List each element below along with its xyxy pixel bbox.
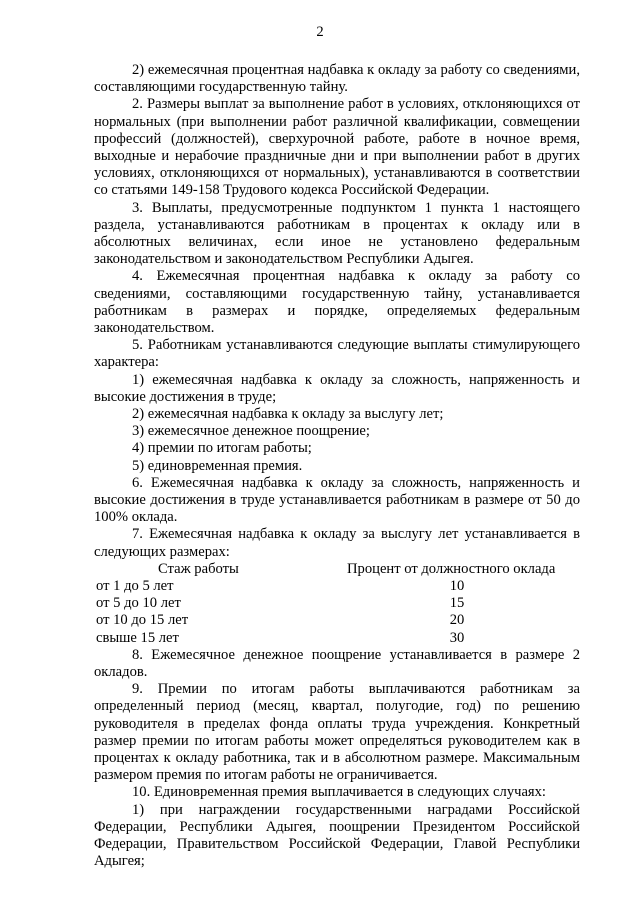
paragraph: 8. Ежемесячное денежное поощрение устанавливается в размере 2 окладов. (94, 646, 580, 681)
paragraph: 2) ежемесячная процентная надбавка к окладу за работу со сведениями, составляющими государственную тайну. (94, 62, 580, 96)
table-cell-period: от 5 до 10 лет (96, 595, 181, 612)
table-cell-percent: 30 (449, 629, 465, 646)
seniority-table (94, 561, 580, 647)
table-cell-percent: 10 (449, 578, 465, 595)
paragraph: 4. Ежемесячная процентная надбавка к окладу за работу со сведениями, составляющими государственную тайну, устанавливается работникам в размерах и порядке, определяемых федеральным законодательством. (94, 268, 580, 337)
list-item: 1) при награждении государственными наградами Российской Федерации, Республики Адыгея, поощрении Президентом Российской Федерации, Правительством Российской Федерации, Главой Республики Адыгея; (94, 801, 580, 870)
list-item: 4) премии по итогам работы; (132, 440, 312, 457)
paragraph: 7. Ежемесячная надбавка к окладу за выслугу лет устанавливается в следующих размерах: (94, 526, 580, 560)
list-item: 3) ежемесячное денежное поощрение; (132, 423, 370, 440)
paragraph: 10. Единовременная премия выплачивается в следующих случаях: (132, 784, 546, 801)
paragraph: 2. Размеры выплат за выполнение работ в условиях, отклоняющихся от нормальных (при выполнении работ различной квалификации, совмещении профессий (должностей), сверхурочной работе, работе в ночное время, выходные и нерабочие праздничные дни и при выполнении работ в других условиях, отклоняющихся от нормальных), устанавливаются в соответствии со статьями 149-158 Трудового кодекса Российской Федерации. (94, 96, 580, 199)
table-cell-period: от 1 до 5 лет (96, 578, 174, 595)
table-header-period: Стаж работы (158, 560, 239, 577)
list-item: 5) единовременная премия. (132, 457, 303, 474)
paragraph: 9. Премии по итогам работы выплачиваются работникам за определенный период (месяц, квартал, полугодие, год) по решению руководителя в пределах фонда оплаты труда учреждения. Конкретный размер премии по итогам работы может определяться руководителем как в процентах к окладу работника, так и в абсолютном размере. Максимальным размером премия по итогам работы не ограничивается. (94, 681, 580, 784)
paragraph: 3. Выплаты, предусмотренные подпунктом 1 пункта 1 настоящего раздела, устанавливаются работникам в процентах к окладу или в абсолютных величинах, если иное не установлено федеральным законодательством и законодательством Республики Адыгея. (94, 199, 580, 268)
paragraph: 5. Работникам устанавливаются следующие выплаты стимулирующего характера: (94, 337, 580, 371)
page-number: 2 (316, 24, 324, 40)
table-cell-percent: 15 (449, 595, 465, 612)
list-item: 2) ежемесячная надбавка к окладу за выслугу лет; (132, 406, 444, 423)
table-cell-percent: 20 (449, 612, 465, 629)
document-body (94, 62, 580, 870)
table-row (94, 578, 580, 595)
table-row (94, 612, 580, 629)
table-header (94, 561, 580, 578)
table-cell-period: от 10 до 15 лет (96, 612, 189, 629)
table-row (94, 595, 580, 612)
list-item: 1) ежемесячная надбавка к окладу за сложность, напряженность и высокие достижения в труде; (94, 371, 580, 405)
table-row (94, 630, 580, 647)
table-cell-period: свыше 15 лет (96, 629, 179, 646)
table-header-percent: Процент от должностного оклада (347, 560, 556, 577)
paragraph: 6. Ежемесячная надбавка к окладу за сложность, напряженность и высокие достижения в труде устанавливается работникам в размере от 50 до 100% оклада. (94, 474, 580, 526)
